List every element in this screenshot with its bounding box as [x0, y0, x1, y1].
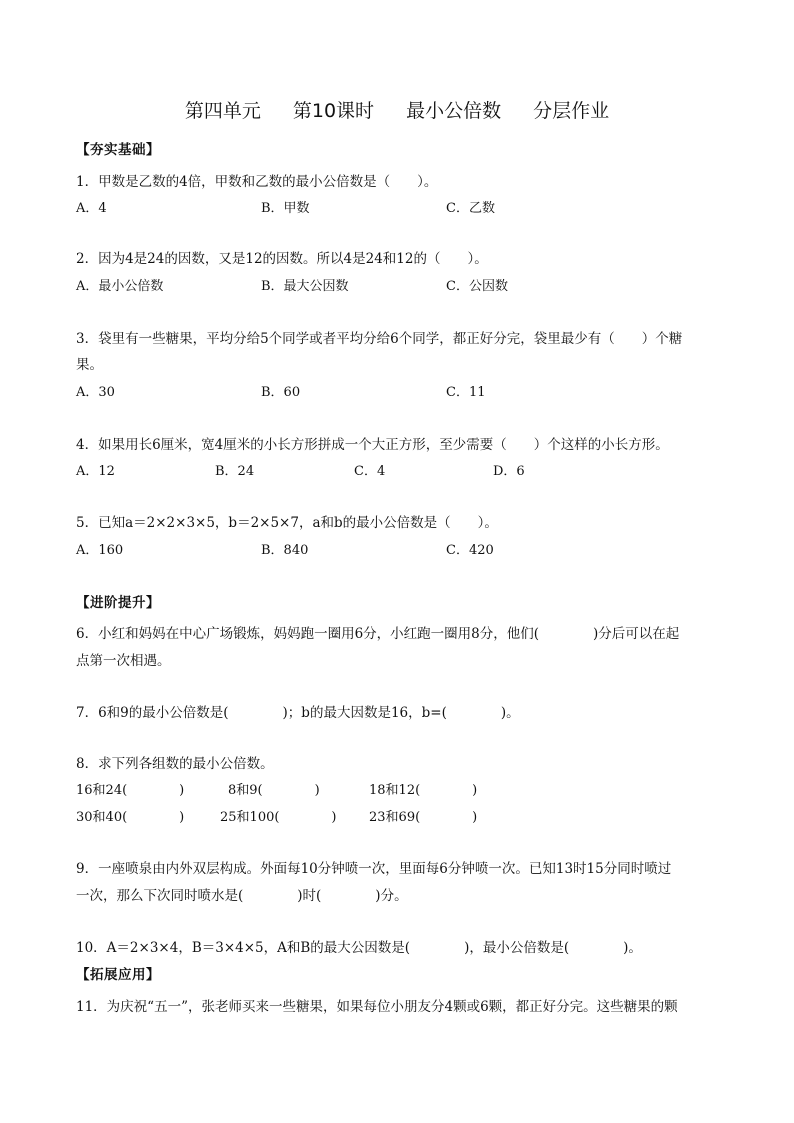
question-3-line2: 果。 [76, 357, 103, 373]
title-topic: 最小公倍数 [406, 100, 502, 122]
q4-option-c: C．4 [354, 464, 386, 479]
question-9-line2: 一次，那么下次同时喷水是( )时( )分。 [76, 888, 408, 904]
question-10: 10．A＝2×3×4，B＝3×4×5，A和B的最大公因数是( )，最小公倍数是( )。 [76, 940, 642, 956]
q2-option-b: B．最大公因数 [261, 279, 349, 294]
q8-item-1: 16和24( ) [76, 783, 185, 798]
page-title [0, 96, 794, 123]
question-2: 2．因为4是24的因数，又是12的因数。所以4是24和12的（ ）。 [76, 251, 488, 267]
q8-item-6: 23和69( ) [369, 810, 478, 825]
question-7: 7．6和9的最小公倍数是( )；b的最大因数是16，b=( )。 [76, 705, 520, 721]
q3-option-c: C．11 [446, 385, 486, 400]
title-unit: 第四单元 [184, 100, 261, 122]
title-type: 分层作业 [533, 100, 610, 122]
title-lesson: 第10课时 [292, 100, 375, 122]
q1-option-b: B．甲数 [261, 201, 310, 216]
question-6-line2: 点第一次相遇。 [76, 653, 171, 669]
q2-option-c: C．公因数 [446, 279, 508, 294]
q2-option-a: A．最小公倍数 [76, 279, 164, 294]
q4-option-a: A．12 [76, 464, 115, 479]
question-5: 5．已知a＝2×2×3×5，b＝2×5×7，a和b的最小公倍数是（ ）。 [76, 515, 498, 531]
q5-option-b: B．840 [261, 543, 309, 558]
q4-option-b: B．24 [215, 464, 255, 479]
q4-option-d: D．6 [493, 464, 525, 479]
question-9-line1: 9．一座喷泉由内外双层构成。外面每10分钟喷一次，里面每6分钟喷一次。已知13时15分同时喷过 [76, 861, 672, 877]
q3-option-a: A．30 [76, 385, 115, 400]
section-advanced-heading: 【进阶提升】 [76, 595, 160, 611]
q8-item-4: 30和40( ) [76, 810, 185, 825]
question-11: 11．为庆祝“五一”，张老师买来一些糖果，如果每位小朋友分4颗或6颗，都正好分完。这些糖果的颗 [76, 999, 678, 1015]
question-3-line1: 3．袋里有一些糖果，平均分给5个同学或者平均分给6个同学，都正好分完，袋里最少有（ ）个糖 [76, 331, 683, 347]
q5-option-a: A．160 [76, 543, 124, 558]
q1-option-c: C．乙数 [446, 201, 495, 216]
question-4: 4．如果用长6厘米，宽4厘米的小长方形拼成一个大正方形，至少需要（ ）个这样的小长方形。 [76, 437, 669, 453]
q5-option-c: C．420 [446, 543, 494, 558]
question-8: 8．求下列各组数的最小公倍数。 [76, 756, 274, 772]
section-extend-heading: 【拓展应用】 [76, 967, 160, 983]
question-1: 1．甲数是乙数的4倍，甲数和乙数的最小公倍数是（ ）。 [76, 174, 438, 190]
q3-option-b: B．60 [261, 385, 301, 400]
q8-item-2: 8和9( ) [228, 783, 320, 798]
q8-item-3: 18和12( ) [369, 783, 478, 798]
section-basic-heading: 【夯实基础】 [76, 142, 160, 158]
question-6-line1: 6．小红和妈妈在中心广场锻炼，妈妈跑一圈用6分，小红跑一圈用8分，他们( )分后可以在起 [76, 626, 680, 642]
q8-item-5: 25和100( ) [220, 810, 337, 825]
q1-option-a: A．4 [76, 201, 107, 216]
